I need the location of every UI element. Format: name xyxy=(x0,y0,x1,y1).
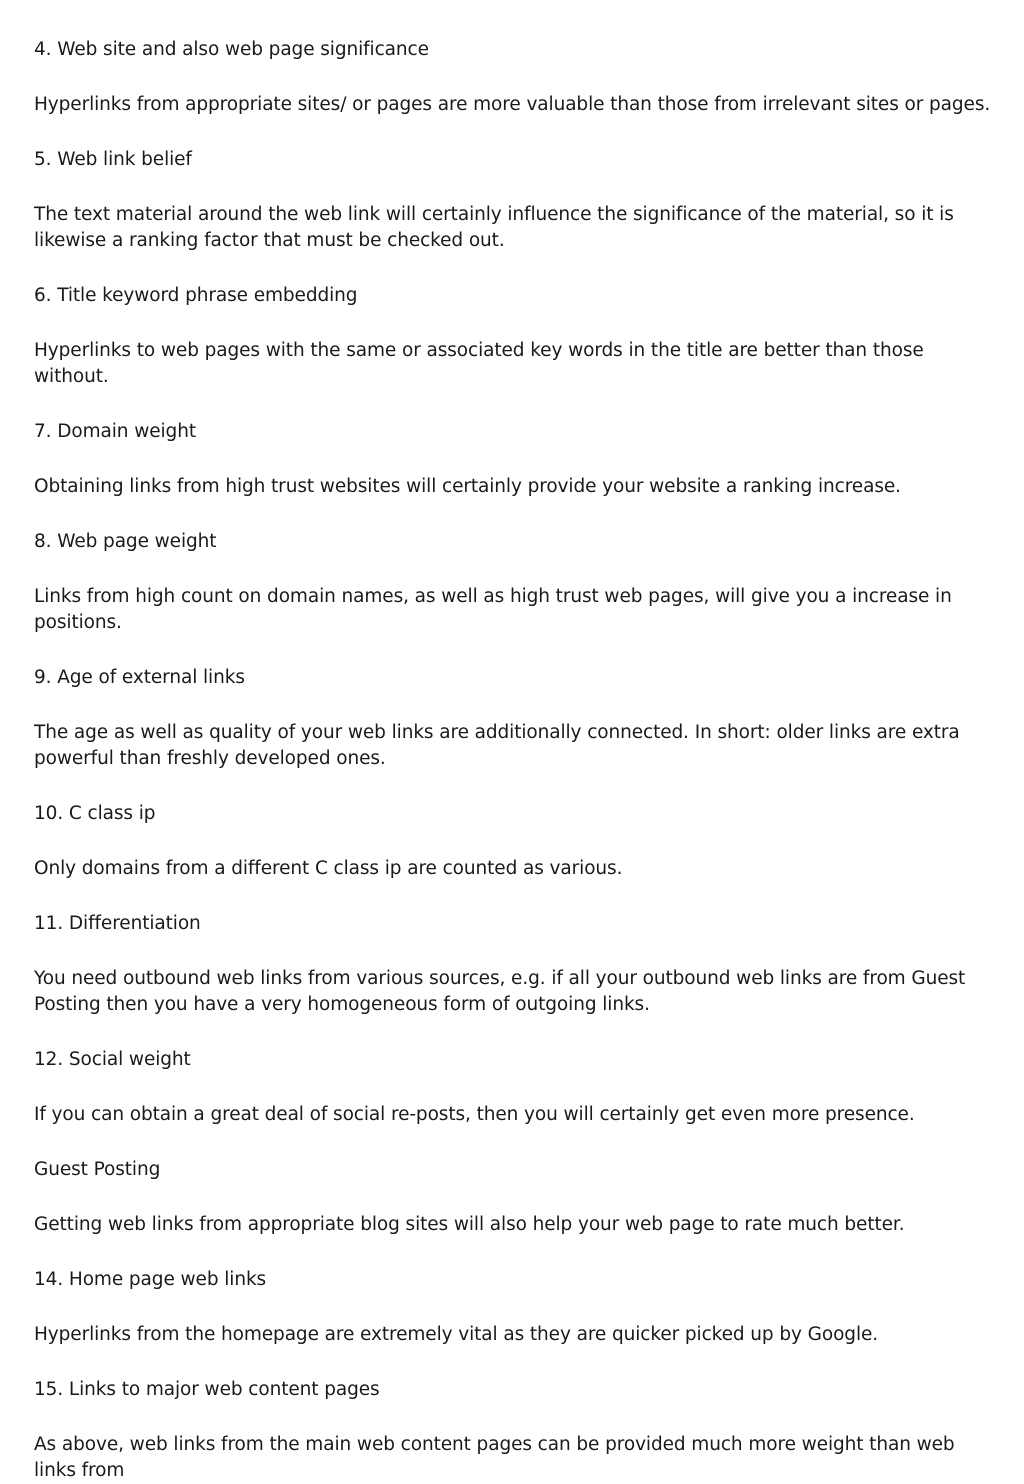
paragraph-high-trust: Obtaining links from high trust websites will certainly provide your website a ranking increase. xyxy=(34,476,901,497)
heading-web-page-significance: 4. Web site and also web page significance xyxy=(34,39,429,60)
heading-guest-posting: Guest Posting xyxy=(34,1159,161,1180)
heading-c-class-ip: 10. C class ip xyxy=(34,803,156,824)
heading-web-page-weight: 8. Web page weight xyxy=(34,531,217,552)
paragraph-c-class-domains: Only domains from a different C class ip are counted as various. xyxy=(34,858,623,879)
heading-social-weight: 12. Social weight xyxy=(34,1049,191,1070)
paragraph-outbound-links: You need outbound web links from various sources, e.g. if all your outbound web links are from Guest Posting then you have a very homogeneous form of outgoing links. xyxy=(34,968,966,1015)
paragraph-homepage-links: Hyperlinks from the homepage are extremely vital as they are quicker picked up by Google. xyxy=(34,1324,879,1345)
paragraph-age-quality: The age as well as quality of your web links are additionally connected. In short: older links are extra powerful than freshly developed ones. xyxy=(34,722,960,769)
heading-differentiation: 11. Differentiation xyxy=(34,913,201,934)
heading-major-content-pages: 15. Links to major web content pages xyxy=(34,1379,380,1400)
heading-domain-weight: 7. Domain weight xyxy=(34,421,196,442)
paragraph-main-content-pages: As above, web links from the main web content pages can be provided much more weight than web links from xyxy=(34,1434,955,1481)
paragraph-text-material: The text material around the web link will certainly influence the significance of the material, so it is likewise a ranking factor that must be checked out. xyxy=(34,204,954,251)
paragraph-title-keywords: Hyperlinks to web pages with the same or associated key words in the title are better than those without. xyxy=(34,340,924,387)
heading-web-link-belief: 5. Web link belief xyxy=(34,149,192,170)
heading-title-keyword: 6. Title keyword phrase embedding xyxy=(34,285,358,306)
paragraph-domain-names: Links from high count on domain names, as well as high trust web pages, will give you a increase in positions. xyxy=(34,586,952,633)
paragraph-appropriate-sites: Hyperlinks from appropriate sites/ or pages are more valuable than those from irrelevant sites or pages. xyxy=(34,94,991,115)
heading-age-external-links: 9. Age of external links xyxy=(34,667,245,688)
paragraph-blog-sites: Getting web links from appropriate blog sites will also help your web page to rate much better. xyxy=(34,1214,905,1235)
paragraph-social-reposts: If you can obtain a great deal of social re-posts, then you will certainly get even more presence. xyxy=(34,1104,915,1125)
heading-home-page-links: 14. Home page web links xyxy=(34,1269,267,1290)
